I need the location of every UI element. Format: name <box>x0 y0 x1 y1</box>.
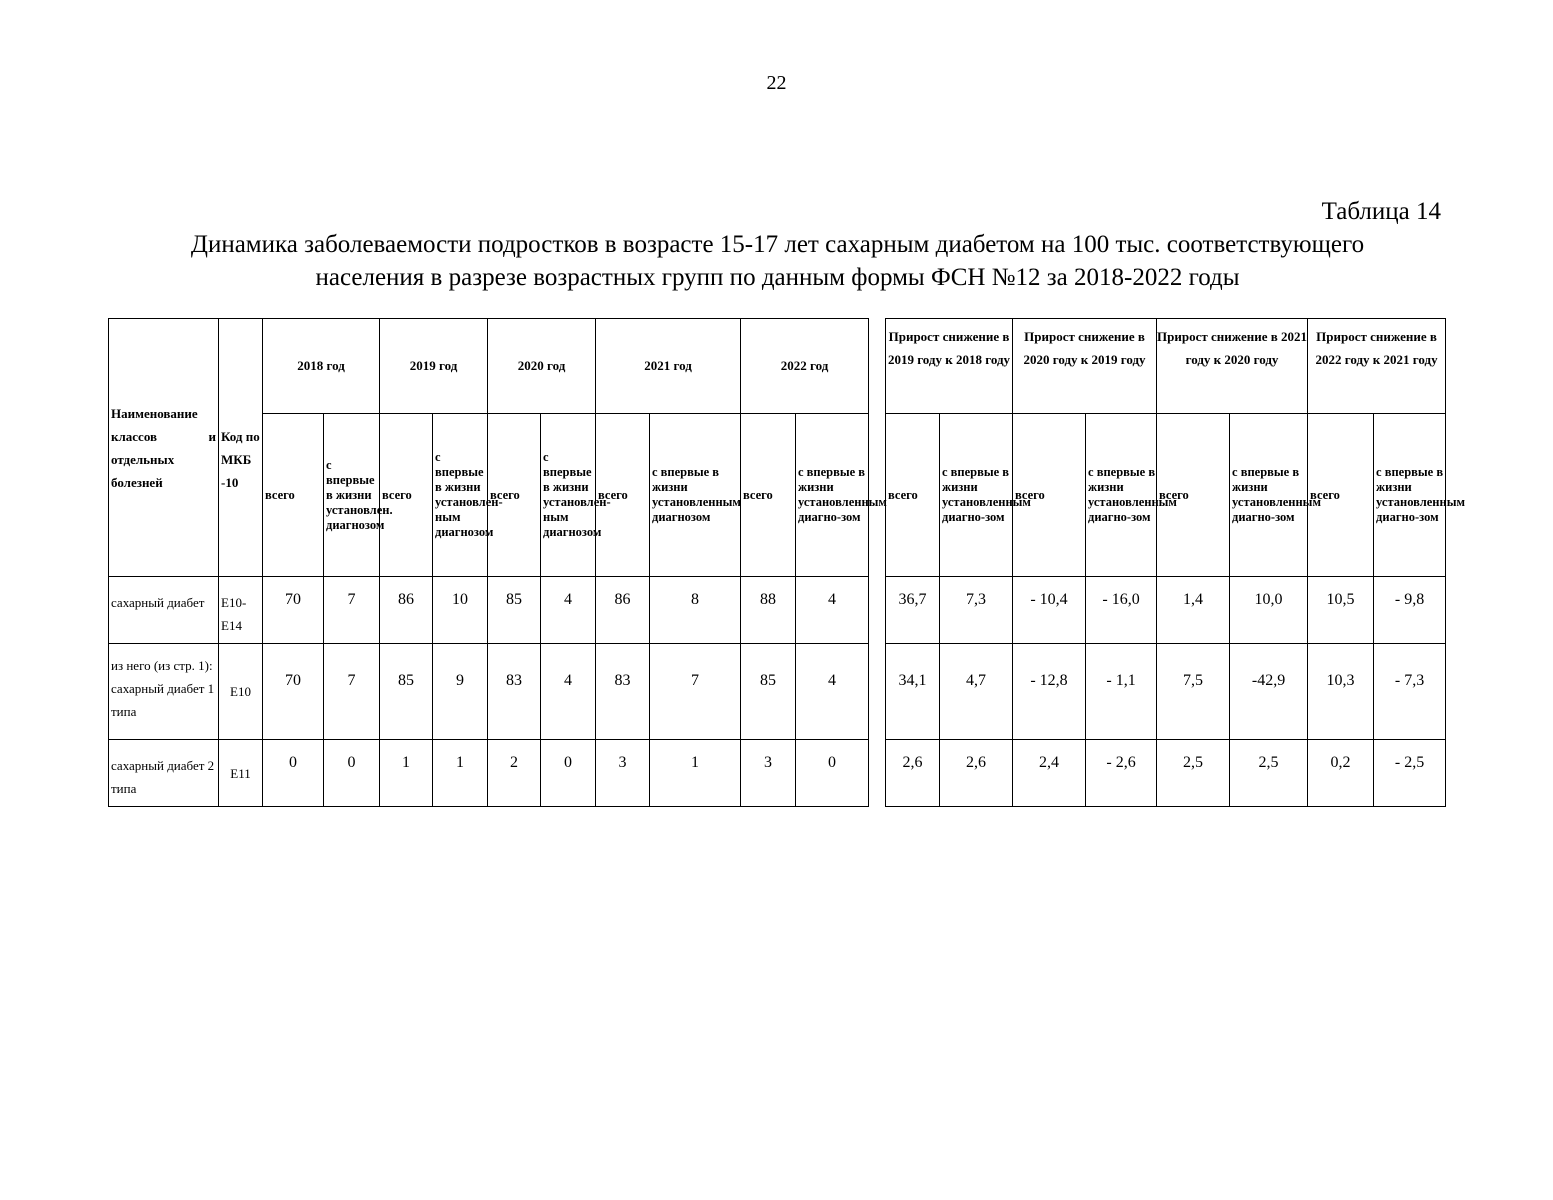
cell-growth: 2,4 <box>1013 740 1086 807</box>
cell-value: 1 <box>380 740 433 807</box>
cell-growth: 0,2 <box>1308 740 1374 807</box>
cell-value: 4 <box>796 644 869 740</box>
cell-value: 0 <box>541 740 596 807</box>
cell-growth: 2,5 <box>1230 740 1308 807</box>
header-total: всего <box>1157 414 1230 577</box>
cell-value: 2 <box>488 740 541 807</box>
cell-growth: - 12,8 <box>1013 644 1086 740</box>
cell-value: 8 <box>650 577 741 644</box>
cell-value: 1 <box>650 740 741 807</box>
page-number: 22 <box>766 72 787 94</box>
table-row <box>109 644 869 740</box>
cell-value: 70 <box>263 644 324 740</box>
header-first-diagnosed: с впервые в жизни установленным диагно-зом <box>1230 414 1308 577</box>
cell-value: 85 <box>380 644 433 740</box>
row-icd-code: E10-E14 <box>219 577 263 644</box>
cell-growth: - 7,3 <box>1374 644 1446 740</box>
header-first-diagnosed: с впервые в жизни установленным диагно-зом <box>940 414 1013 577</box>
header-year-2021: 2021 год <box>596 319 741 414</box>
cell-value: 0 <box>796 740 869 807</box>
table-row <box>109 740 869 807</box>
header-year-2022: 2022 год <box>741 319 869 414</box>
cell-value: 4 <box>541 577 596 644</box>
table-row <box>886 740 1446 807</box>
cell-value: 7 <box>650 644 741 740</box>
cell-growth: 36,7 <box>886 577 940 644</box>
table-row <box>109 577 869 644</box>
row-disease-name: из него (из стр. 1): сахарный диабет 1 типа <box>109 644 219 740</box>
header-growth-2022: Прирост снижение в 2022 году к 2021 году <box>1308 319 1446 414</box>
cell-growth: 2,6 <box>940 740 1013 807</box>
growth-table <box>885 318 1465 807</box>
cell-value: 0 <box>324 740 380 807</box>
cell-value: 0 <box>263 740 324 807</box>
header-total: всего <box>741 414 796 577</box>
header-first-diagnosed: с впервые в жизни установленным диагно-зом <box>1374 414 1446 577</box>
caption-line-2: населения в разрезе возрастных групп по данным формы ФСН №12 за 2018-2022 годы <box>315 264 1240 291</box>
header-total: всего <box>596 414 650 577</box>
cell-growth: - 1,1 <box>1086 644 1157 740</box>
header-year-2018: 2018 год <box>263 319 380 414</box>
table-caption <box>110 228 1445 294</box>
cell-value: 83 <box>596 644 650 740</box>
header-row-growth-sub <box>886 414 1446 577</box>
cell-value: 85 <box>488 577 541 644</box>
header-growth-2021: Прирост снижение в 2021 году к 2020 году <box>1157 319 1308 414</box>
cell-growth: 2,5 <box>1157 740 1230 807</box>
cell-growth: 10,5 <box>1308 577 1374 644</box>
header-first-diagnosed: с впервые в жизни установлен-ным диагнозом <box>541 414 596 577</box>
cell-growth: 34,1 <box>886 644 940 740</box>
cell-value: 3 <box>741 740 796 807</box>
table-label: Таблица 14 <box>1321 198 1441 225</box>
cell-value: 88 <box>741 577 796 644</box>
row-icd-code: E10 <box>219 644 263 740</box>
cell-value: 86 <box>596 577 650 644</box>
header-first-diagnosed: с впервые в жизни установлен. диагнозом <box>324 414 380 577</box>
header-growth-2019: Прирост снижение в 2019 году к 2018 году <box>886 319 1013 414</box>
cell-value: 85 <box>741 644 796 740</box>
cell-growth: 10,3 <box>1308 644 1374 740</box>
row-disease-name: сахарный диабет <box>109 577 219 644</box>
cell-growth: - 9,8 <box>1374 577 1446 644</box>
cell-growth: - 2,6 <box>1086 740 1157 807</box>
header-total: всего <box>1308 414 1374 577</box>
cell-growth: 10,0 <box>1230 577 1308 644</box>
cell-value: 7 <box>324 577 380 644</box>
header-total: всего <box>886 414 940 577</box>
header-year-2019: 2019 год <box>380 319 488 414</box>
incidence-table <box>108 318 887 807</box>
cell-growth: 7,5 <box>1157 644 1230 740</box>
cell-value: 7 <box>324 644 380 740</box>
header-growth-2020: Прирост снижение в 2020 году к 2019 году <box>1013 319 1157 414</box>
cell-value: 1 <box>433 740 488 807</box>
cell-growth: 4,7 <box>940 644 1013 740</box>
row-icd-code: E11 <box>219 740 263 807</box>
header-year-2020: 2020 год <box>488 319 596 414</box>
cell-growth: - 10,4 <box>1013 577 1086 644</box>
cell-growth: - 16,0 <box>1086 577 1157 644</box>
header-first-diagnosed: с впервые в жизни установлен-ным диагнозом <box>433 414 488 577</box>
header-total: всего <box>380 414 433 577</box>
header-total: всего <box>1013 414 1086 577</box>
header-row-growth <box>886 319 1446 414</box>
cell-growth: - 2,5 <box>1374 740 1446 807</box>
header-icd-code: Код по МКБ -10 <box>219 319 263 577</box>
table-row <box>886 644 1446 740</box>
cell-growth: 7,3 <box>940 577 1013 644</box>
cell-value: 10 <box>433 577 488 644</box>
cell-value: 70 <box>263 577 324 644</box>
header-first-diagnosed: с впервые в жизни установленным диагнозом <box>650 414 741 577</box>
cell-growth: 1,4 <box>1157 577 1230 644</box>
header-row-years <box>109 319 869 414</box>
header-first-diagnosed: с впервые в жизни установленным диагно-зом <box>796 414 869 577</box>
table-row <box>886 577 1446 644</box>
header-total: всего <box>263 414 324 577</box>
cell-value: 3 <box>596 740 650 807</box>
header-total: всего <box>488 414 541 577</box>
row-disease-name: сахарный диабет 2 типа <box>109 740 219 807</box>
cell-value: 86 <box>380 577 433 644</box>
cell-value: 83 <box>488 644 541 740</box>
cell-value: 9 <box>433 644 488 740</box>
header-first-diagnosed: с впервые в жизни установленным диагно-зом <box>1086 414 1157 577</box>
cell-growth: -42,9 <box>1230 644 1308 740</box>
cell-value: 4 <box>541 644 596 740</box>
cell-value: 4 <box>796 577 869 644</box>
caption-line-1: Динамика заболеваемости подростков в возрасте 15-17 лет сахарным диабетом на 100 тыс. соответствующего <box>190 231 1365 258</box>
cell-growth: 2,6 <box>886 740 940 807</box>
header-disease-name: Наименование классов и отдельных болезней <box>109 319 219 577</box>
